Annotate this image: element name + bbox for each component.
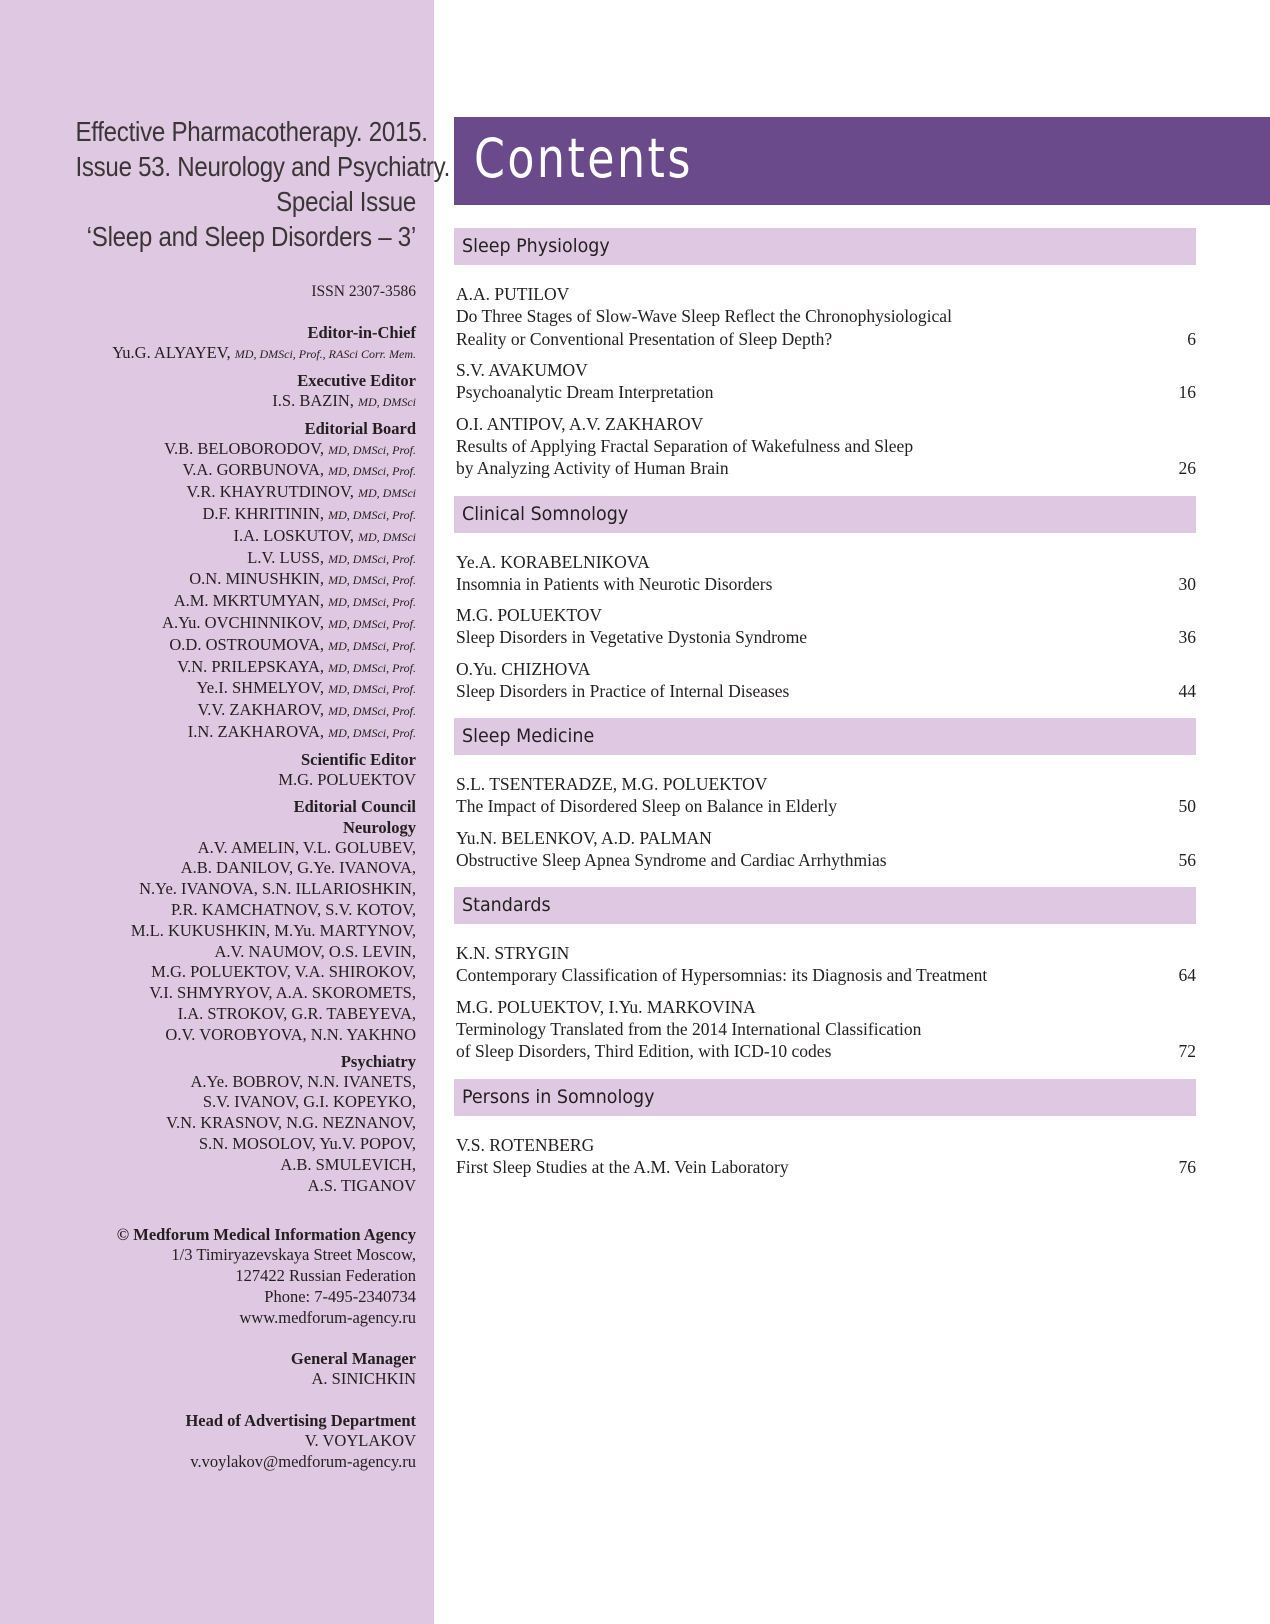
entry-title-line: Do Three Stages of Slow-Wave Sleep Reflect the Chronophysiological — [456, 306, 952, 326]
entry-authors: O.Yu. CHIZHOVA — [456, 658, 591, 679]
section-heading-bar — [454, 1079, 1196, 1116]
publisher-address — [20, 1245, 416, 1328]
person-name: V.V. ZAKHAROV, — [197, 700, 324, 720]
council-line: S.N. MOSOLOV, Yu.V. POPOV, — [198, 1133, 416, 1153]
section-heading: Standards — [462, 894, 551, 916]
entry-page-number: 26 — [1178, 458, 1196, 478]
board-member — [20, 722, 416, 744]
entry-title-line: Sleep Disorders in Vegetative Dystonia Syndrome — [456, 627, 808, 647]
person-name: V.A. GORBUNOVA, — [182, 460, 324, 480]
masthead-sidebar — [0, 0, 451, 1624]
toc-entry — [456, 283, 1196, 350]
executive-editor-heading: Executive Editor — [297, 370, 416, 390]
person-name: A.M. MKRTUMYAN, — [173, 591, 324, 611]
editorial-board-list — [20, 439, 416, 744]
entry-title-line: Sleep Disorders in Practice of Internal Diseases — [456, 680, 790, 701]
publication-title-line: Issue 53. Neurology and Psychiatry. — [75, 151, 451, 182]
section-heading-bar — [454, 887, 1196, 924]
person-degrees: MD, DMSci, Prof. — [328, 616, 416, 631]
council-line: A.B. SMULEVICH, — [280, 1154, 416, 1174]
board-member — [20, 548, 416, 570]
contents-banner — [454, 117, 1270, 205]
person-name: A.Yu. OVCHINNIKOV, — [162, 612, 324, 632]
board-member — [20, 613, 416, 635]
council-line: P.R. KAMCHATNOV, S.V. KOTOV, — [171, 899, 416, 919]
publication-title-line: Effective Pharmacotherapy. 2015. — [75, 116, 428, 147]
toc-entry — [456, 604, 1196, 649]
person-name: V.N. PRILEPSKAYA, — [177, 656, 324, 676]
council-line: S.V. IVANOV, G.I. KOPEYKO, — [202, 1092, 416, 1112]
entry-page-number: 30 — [1178, 573, 1196, 594]
entry-page-number: 16 — [1178, 382, 1196, 402]
council-line: A.S. TIGANOV — [307, 1175, 416, 1195]
toc-entry — [456, 551, 1196, 596]
neurology-heading: Neurology — [342, 817, 416, 837]
entry-authors: M.G. POLUEKTOV — [456, 605, 602, 625]
section-entries — [454, 265, 1196, 480]
council-line: A.V. AMELIN, V.L. GOLUBEV, — [197, 837, 416, 857]
entry-authors: Yu.N. BELENKOV, A.D. PALMAN — [456, 827, 712, 848]
person-degrees: MD, DMSci, Prof. — [328, 682, 416, 697]
council-line: V.N. KRASNOV, N.G. NEZNANOV, — [166, 1113, 416, 1133]
person-name: O.N. MINUSHKIN, — [189, 569, 324, 589]
entry-authors: S.V. AVAKUMOV — [456, 360, 588, 380]
toc-entry — [456, 942, 1196, 987]
person-degrees: MD, DMSci, Prof. — [328, 442, 416, 457]
section-entries — [454, 924, 1196, 1063]
publication-title — [20, 114, 451, 254]
toc-entry — [456, 359, 1196, 404]
board-member — [20, 657, 416, 679]
board-member — [20, 591, 416, 613]
section-heading: Sleep Physiology — [462, 235, 610, 257]
person-name: Ye.I. SHMELYOV, — [196, 678, 324, 698]
entry-title-line: by Analyzing Activity of Human Brain — [456, 458, 729, 478]
entry-authors: S.L. TSENTERADZE, M.G. POLUEKTOV — [456, 774, 768, 794]
entry-title-line: The Impact of Disordered Sleep on Balance in Elderly — [456, 796, 837, 816]
board-member — [20, 482, 416, 504]
entry-title-line: First Sleep Studies at the A.M. Vein Laboratory — [456, 1156, 789, 1177]
toc-section — [454, 718, 1196, 871]
person-degrees: MD, DMSci, Prof. — [328, 704, 416, 719]
board-member — [20, 678, 416, 700]
editorial-council-heading: Editorial Council — [293, 796, 416, 816]
person-name: V.R. KHAYRUTDINOV, — [186, 482, 354, 502]
scientific-editor: M.G. POLUEKTOV — [278, 769, 416, 789]
contents-title: Contents — [474, 127, 693, 190]
entry-authors: K.N. STRYGIN — [456, 943, 570, 963]
entry-title-line: Obstructive Sleep Apnea Syndrome and Cardiac Arrhythmias — [456, 849, 887, 870]
table-of-contents — [454, 228, 1196, 1194]
entry-title-line: Reality or Conventional Presentation of Sleep Depth? — [456, 328, 833, 349]
entry-page-number: 36 — [1178, 627, 1196, 647]
council-line: M.G. POLUEKTOV, V.A. SHIROKOV, — [151, 962, 416, 982]
publication-title-line: ‘Sleep and Sleep Disorders – 3’ — [86, 221, 416, 252]
toc-entry — [456, 827, 1196, 872]
board-member — [20, 504, 416, 526]
issn: ISSN 2307-3586 — [311, 283, 416, 300]
person-degrees: MD, DMSci, Prof. — [328, 464, 416, 479]
entry-page-number: 72 — [1178, 1041, 1196, 1061]
person-name: I.S. BAZIN, — [272, 390, 354, 410]
section-heading: Persons in Somnology — [462, 1085, 655, 1108]
editorial-board-heading: Editorial Board — [304, 418, 416, 438]
council-line: N.Ye. IVANOVA, S.N. ILLARIOSHKIN, — [139, 879, 416, 899]
toc-entry — [456, 413, 1196, 480]
entry-authors: V.S. ROTENBERG — [456, 1134, 595, 1155]
person-degrees: MD, DMSci, Prof. — [328, 507, 416, 522]
editor-in-chief — [20, 343, 416, 365]
person-name: D.F. KHRITININ, — [202, 503, 324, 523]
entry-page-number: 56 — [1178, 849, 1196, 870]
section-heading: Clinical Somnology — [462, 502, 629, 525]
entry-page-number: 64 — [1178, 965, 1196, 985]
entry-title-line: of Sleep Disorders, Third Edition, with ICD-10 codes — [456, 1041, 832, 1061]
board-member — [20, 635, 416, 657]
board-member — [20, 700, 416, 722]
entry-authors: Ye.A. KORABELNIKOVA — [456, 551, 650, 572]
neurology-council-list — [20, 838, 416, 1046]
board-member — [20, 460, 416, 482]
entry-title-line: Contemporary Classification of Hypersomnias: its Diagnosis and Treatment — [456, 965, 988, 985]
person-degrees: MD, DMSci, Prof. — [328, 551, 416, 566]
psychiatry-council-list — [20, 1072, 416, 1197]
toc-entry — [456, 1134, 1196, 1179]
publication-title-line: Special Issue — [276, 186, 416, 217]
toc-entry — [456, 773, 1196, 818]
person-degrees: MD, DMSci — [358, 529, 416, 544]
council-line: I.A. STROKOV, G.R. TABEYEVA, — [177, 1003, 416, 1023]
council-line: V.I. SHMYRYOV, A.A. SKOROMETS, — [149, 983, 416, 1003]
toc-entry — [456, 658, 1196, 703]
toc-section — [454, 887, 1196, 1063]
section-entries — [454, 533, 1196, 703]
entry-title-line: Results of Applying Fractal Separation of Wakefulness and Sleep — [456, 435, 914, 456]
publisher-line: 127422 Russian Federation — [235, 1266, 416, 1286]
psychiatry-heading: Psychiatry — [340, 1051, 416, 1071]
advertising-email: v.voylakov@medforum-agency.ru — [190, 1452, 416, 1472]
board-member — [20, 526, 416, 548]
entry-authors: O.I. ANTIPOV, A.V. ZAKHAROV — [456, 413, 704, 434]
section-entries — [454, 755, 1196, 871]
section-heading-bar — [454, 496, 1196, 533]
person-name: I.N. ZAKHAROVA, — [187, 721, 324, 741]
person-name: Yu.G. ALYAYEV, — [112, 343, 231, 362]
entry-authors: M.G. POLUEKTOV, I.Yu. MARKOVINA — [456, 996, 756, 1017]
board-member — [20, 569, 416, 591]
council-line: M.L. KUKUSHKIN, M.Yu. MARTYNOV, — [130, 920, 416, 940]
person-degrees: MD, DMSci, Prof. — [328, 660, 416, 675]
editor-in-chief-heading: Editor-in-Chief — [307, 323, 416, 342]
council-line: A.V. NAUMOV, O.S. LEVIN, — [214, 941, 416, 961]
executive-editor — [20, 391, 416, 413]
person-degrees: MD, DMSci — [358, 394, 416, 409]
publisher-line: www.medforum-agency.ru — [239, 1307, 416, 1327]
entry-page-number: 6 — [1187, 328, 1196, 349]
general-manager-heading: General Manager — [290, 1349, 416, 1369]
advertising-heading: Head of Advertising Department — [185, 1411, 416, 1431]
toc-section — [454, 496, 1196, 703]
section-heading: Sleep Medicine — [462, 725, 595, 747]
person-degrees: MD, DMSci, Prof. — [328, 595, 416, 610]
person-name: O.D. OSTROUMOVA, — [169, 634, 324, 654]
publisher-line: 1/3 Timiryazevskaya Street Moscow, — [171, 1245, 416, 1265]
person-degrees: MD, DMSci, Prof. — [328, 638, 416, 653]
toc-section — [454, 228, 1196, 480]
masthead-content — [20, 114, 451, 1473]
entry-title-line: Insomnia in Patients with Neurotic Disorders — [456, 573, 773, 594]
section-heading-bar — [454, 228, 1196, 265]
person-name: I.A. LOSKUTOV, — [233, 525, 354, 545]
section-entries — [454, 1116, 1196, 1179]
entry-page-number: 44 — [1178, 680, 1196, 701]
publisher-heading: © Medforum Medical Information Agency — [116, 1225, 416, 1245]
scientific-editor-heading: Scientific Editor — [300, 749, 416, 769]
entry-page-number: 76 — [1178, 1156, 1196, 1177]
section-heading-bar — [454, 718, 1196, 755]
person-degrees: MD, DMSci, Prof., RASci Corr. Mem. — [234, 347, 416, 361]
toc-section — [454, 1079, 1196, 1179]
person-degrees: MD, DMSci, Prof. — [328, 725, 416, 740]
advertising-head: V. VOYLAKOV — [304, 1431, 416, 1451]
board-member — [20, 439, 416, 461]
entry-title-line: Terminology Translated from the 2014 International Classification — [456, 1018, 922, 1039]
toc-entry — [456, 996, 1196, 1063]
entry-title-line: Psychoanalytic Dream Interpretation — [456, 382, 714, 402]
council-line: A.B. DANILOV, G.Ye. IVANOVA, — [180, 858, 416, 878]
person-name: L.V. LUSS, — [247, 547, 324, 567]
entry-page-number: 50 — [1178, 796, 1196, 816]
person-degrees: MD, DMSci — [358, 486, 416, 501]
entry-authors: A.A. PUTILOV — [456, 284, 570, 304]
general-manager: A. SINICHKIN — [311, 1369, 416, 1389]
council-line: A.Ye. BOBROV, N.N. IVANETS, — [190, 1071, 416, 1091]
publisher-line: Phone: 7-495-2340734 — [264, 1286, 416, 1306]
person-degrees: MD, DMSci, Prof. — [328, 573, 416, 588]
council-line: O.V. VOROBYOVA, N.N. YAKHNO — [165, 1024, 416, 1044]
person-name: V.B. BELOBORODOV, — [164, 438, 324, 458]
